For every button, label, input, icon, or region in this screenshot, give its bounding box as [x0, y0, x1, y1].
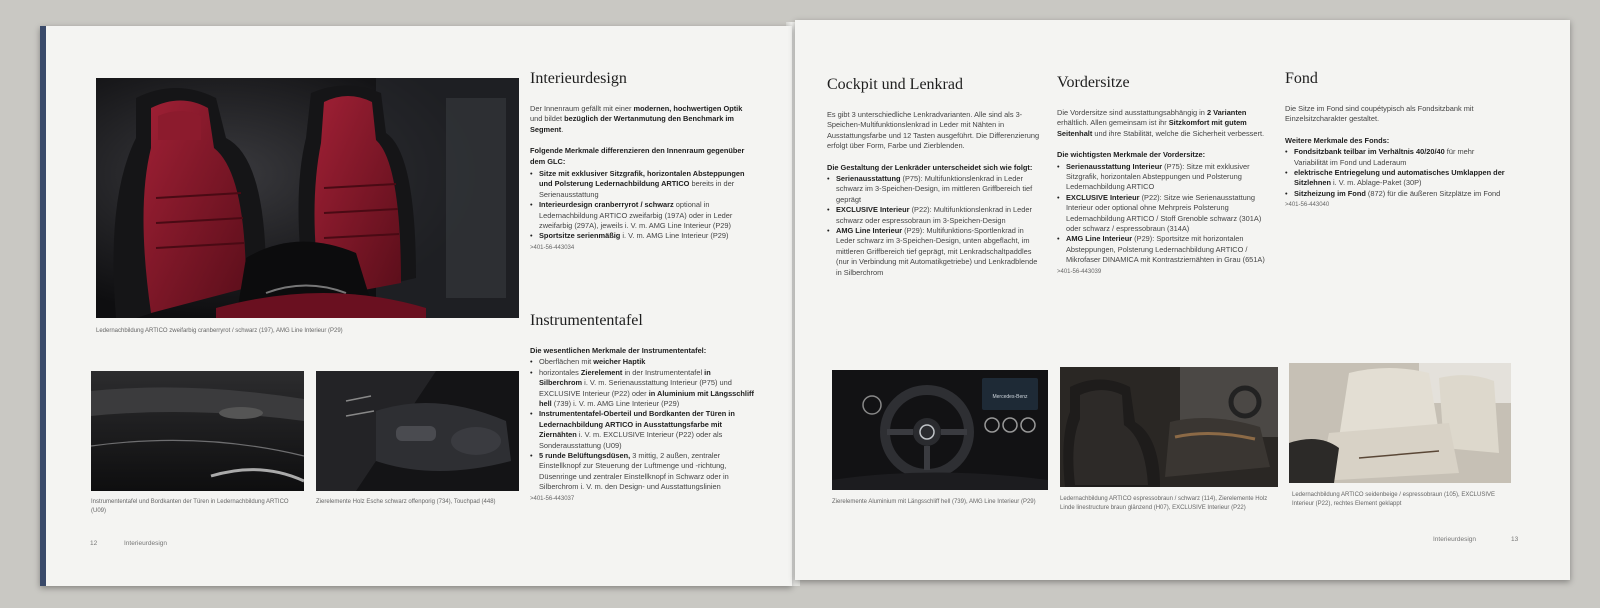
list-item: • Oberflächen mit weicher Haptik — [530, 357, 755, 367]
photo-front-seats-cranberry — [96, 78, 519, 318]
seat-illustration — [96, 78, 519, 318]
page-number-left: 12 — [90, 540, 98, 547]
footer-section-right: Interieurdesign — [1433, 536, 1476, 543]
section-interieurdesign — [530, 70, 755, 251]
heading-interieurdesign: Interieurdesign — [530, 70, 627, 87]
photo-dashboard-artico — [91, 371, 304, 491]
photo-rear-seats-beige — [1289, 363, 1511, 483]
fond-list — [1285, 147, 1510, 199]
instrumententafel-lead: Die wesentlichen Merkmale der Instrumententafel: — [530, 346, 707, 355]
list-item: • Sitzheizung im Fond (872) für die äußeren Sitzplätze im Fond — [1285, 189, 1510, 199]
interieur-intro: Der Innenraum gefällt mit einer modernen, hochwertigen Optik und bildet bezüglich der Wertanmutung den Benchmark im Segment. — [530, 104, 743, 134]
dashboard-illustration — [91, 371, 304, 491]
left-page — [40, 26, 792, 586]
list-item: • horizontales Zierelement in der Instrumententafel in Silberchrom i. V. m. Serienausstattung Interieur (P75) und EXCLUSIVE Interieur (P22) oder in Aluminium mit Längsschliff hell (739) i. V. m. AMG Line Interieur (P29) — [530, 368, 755, 410]
list-item: • Sportsitze serienmäßig i. V. m. AMG Line Interieur (P29) — [530, 231, 755, 241]
heading-fond: Fond — [1285, 70, 1318, 87]
heading-instrumententafel: Instrumententafel — [530, 312, 643, 329]
interieur-list — [530, 169, 755, 242]
vordersitze-intro: Die Vordersitze sind ausstattungsabhängig in 2 Varianten erhältlich. Allen gemeinsam ist ihr Sitzkomfort mit gutem Seitenhalt und ihre Stabilität, welche die Sicherheit verbessert. — [1057, 108, 1265, 138]
list-item: • Serienausstattung (P75): Multifunktionslenkrad in Leder schwarz im 3-Speichen-Design, im mittleren Griffbereich tief geprägt — [827, 174, 1042, 205]
ref-code: >401-56-443034 — [530, 244, 575, 251]
list-item: • AMG Line Interieur (P29): Multifunktions-Sportlenkrad in Leder schwarz im 3-Speichen-Design, unten abgeflacht, im mittleren Griffbereich tief geprägt, mit Lenkradschaltpaddles (nur in Verbindung mit Automatikgetriebe) und Lenkradblende in Silberchrom — [827, 226, 1042, 278]
list-item: • elektrische Entriegelung und automatisches Umklappen der Sitzlehnen i. V. m. Ablage-Paket (30P) — [1285, 168, 1510, 189]
vordersitze-lead: Die wichtigsten Merkmale der Vordersitze: — [1057, 150, 1206, 160]
ref-code: >401-56-443037 — [530, 495, 575, 502]
list-item: • Sitze mit exklusiver Sitzgrafik, horizontalen Absteppungen und Polsterung Ledernachbildung ARTICO bereits in der Serienausstattung — [530, 169, 755, 200]
cockpit-illustration — [832, 370, 1048, 490]
cockpit-lead: Die Gestaltung der Lenkräder unterscheidet sich wie folgt: — [827, 162, 1033, 172]
heading-vordersitze: Vordersitze — [1057, 74, 1130, 91]
rear-seats-illustration — [1289, 363, 1511, 483]
interieur-lead: Folgende Merkmale differenzieren den Innenraum gegenüber dem GLC: — [530, 146, 745, 166]
list-item: • 5 runde Belüftungsdüsen, 3 mittig, 2 außen, zentraler Einstellknopf zur Steuerung der Luftmenge und -richtung, Düsenringe und zentraler Einstellknopf in Schwarz oder in Silberchrom i. V. m. den Design- und Ausstattungslinien — [530, 451, 755, 493]
vordersitze-list — [1057, 162, 1272, 266]
ref-code: >401-56-443039 — [1057, 268, 1102, 275]
caption-wood: Zierelemente Holz Esche schwarz offenporig (734), Touchpad (448) — [316, 499, 496, 505]
photo-wood-touchpad — [316, 371, 519, 491]
list-item: • AMG Line Interieur (P29): Sportsitze mit horizontalen Absteppungen, Polsterung Ledernachbildung ARTICO / Mikrofaser DINAMICA mit Kontrastziernähten in Grau (651A) — [1057, 234, 1272, 265]
cockpit-list — [827, 174, 1042, 278]
fond-lead: Weitere Merkmale des Fonds: — [1285, 135, 1390, 145]
caption-cockpit: Zierelemente Aluminium mit Längsschliff hell (739), AMG Line Interieur (P29) — [832, 499, 1036, 505]
page-number-right: 13 — [1511, 536, 1519, 543]
fond-intro: Die Sitze im Fond sind coupétypisch als Fondsitzbank mit Einzelsitzcharakter gestaltet. — [1285, 104, 1474, 124]
caption-rear-seats: Ledernachbildung ARTICO seidenbeige / espressobraun (105), EXCLUSIVE Interieur (P22), rechtes Element geklappt — [1292, 492, 1496, 507]
section-fond — [1285, 70, 1510, 208]
list-item: • EXCLUSIVE Interieur (P22): Multifunktionslenkrad in Leder schwarz oder espressobraun im 3-Speichen-Design — [827, 205, 1042, 226]
ref-code: >401-56-443040 — [1285, 202, 1330, 209]
caption-main-photo: Ledernachbildung ARTICO zweifarbig cranberryrot / schwarz (197), AMG Line Interieur (P29) — [96, 328, 343, 334]
screen-logo: Mercedes-Benz — [992, 394, 1028, 400]
list-item: • Interieurdesign cranberryrot / schwarz optional in Ledernachbildung ARTICO zweifarbig (197A) oder in Leder zweifarbig (297A), jeweils i. V. m. AMG Line Interieur (P29) — [530, 200, 755, 231]
section-cockpit — [827, 76, 1042, 278]
footer-section-left: Interieurdesign — [124, 540, 167, 547]
console-illustration — [316, 371, 519, 491]
caption-dashboard: Instrumententafel und Bordkanten der Türen in Ledernachbildung ARTICO (U09) — [91, 499, 289, 514]
right-page — [795, 20, 1570, 580]
front-seats-illustration — [1060, 367, 1278, 487]
list-item: • EXCLUSIVE Interieur (P22): Sitze wie Serienausstattung Interieur oder optional ohne Mehrpreis Polsterung Ledernachbildung ARTICO / Stoff Grenoble schwarz (301A) oder schwarz / espressobraun (314A) — [1057, 193, 1272, 235]
heading-cockpit: Cockpit und Lenkrad — [827, 76, 963, 93]
caption-front-seats: Ledernachbildung ARTICO espressobraun / schwarz (114), Zierelemente Holz Linde linestructure braun glänzend (H07), EXCLUSIVE Interieur (P22) — [1060, 496, 1268, 511]
photo-front-seats-espresso — [1060, 367, 1278, 487]
cockpit-intro: Es gibt 3 unterschiedliche Lenkradvarianten. Alle sind als 3-Speichen-Multifunktionslenkrad in Leder mit Nähten in Ausstattungsfarbe und 12 Tasten ausgeführt. Die Differenzierung erfolgt über Form, Farbe und Zierblenden. — [827, 110, 1040, 151]
photo-cockpit-steering — [832, 370, 1048, 490]
list-item: • Instrumententafel-Oberteil und Bordkanten der Türen in Ledernachbildung ARTICO in Ausstattungsfarbe mit Ziernähten i. V. m. EXCLUSIVE Interieur (P22) oder als Sonderausstattung (U09) — [530, 409, 755, 451]
list-item: • Fondsitzbank teilbar im Verhältnis 40/20/40 für mehr Variabilität im Fond und Laderaum — [1285, 147, 1510, 168]
instrumententafel-list — [530, 357, 755, 492]
section-instrumententafel — [530, 312, 755, 502]
section-vordersitze — [1057, 74, 1272, 275]
list-item: • Serienausstattung Interieur (P75): Sitze mit exklusiver Sitzgrafik, horizontalen Absteppungen und Polsterung Ledernachbildung ARTICO — [1057, 162, 1272, 193]
